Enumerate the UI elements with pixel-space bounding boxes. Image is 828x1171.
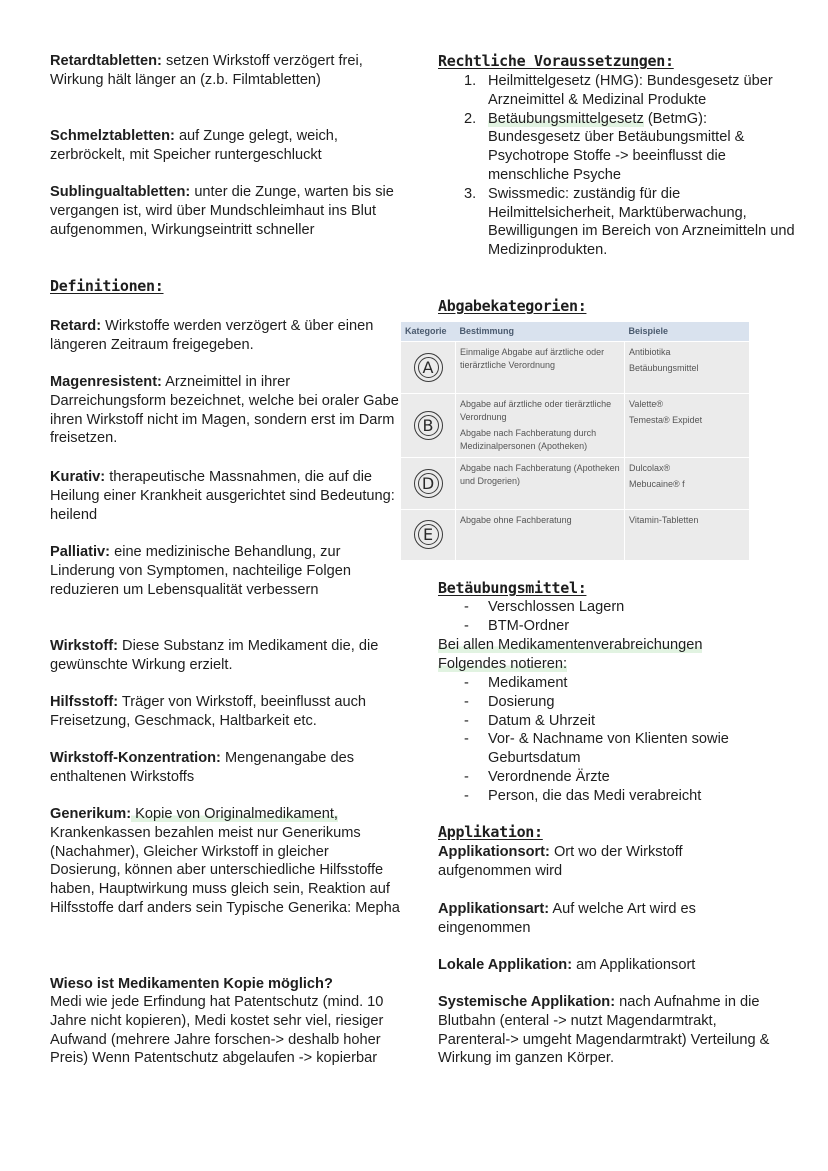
abgabe-table [401, 322, 749, 560]
law-item: 3. Swissmedic: zuständig für die Heilmittelsicherheit, Marktüberwachung, Bewilligungen im Bereich von Arzneimitteln und Medizinprodukten. [464, 185, 795, 259]
def-magenresistent: Magenresistent: Arzneimittel in ihrer Darreichungsform bezeichnet, welche bei oraler Gabe ihren Wirkstoff nicht im Magen, sondern erst im Darm freisetzen. [50, 374, 399, 447]
list-item: - Verschlossen Lagern [438, 598, 798, 617]
heading-definitionen: Definitionen: [50, 277, 164, 295]
table-header-row [401, 322, 749, 342]
bestimmung-cell: Einmalige Abgabe auf ärztliche oder tierärztliche Verordnung [456, 342, 625, 394]
def-applikationsort: Applikationsort: Ort wo der Wirkstoff aufgenommen wird [438, 844, 683, 879]
def-hilfsstoff: Hilfsstoff: Träger von Wirkstoff, beeinflusst auch Freisetzung, Geschmack, Haltbarkeit etc. [50, 694, 367, 729]
def-sublingualtabletten: Sublingualtabletten: unter die Zunge, warten bis sie vergangen ist, wird über Mundschleimhaut ins Blut aufgenommen, Wirkungseintritt schneller [50, 184, 394, 238]
heading-betaeubungsmittel: Betäubungsmittel: [438, 579, 587, 597]
heading-applikation: Applikation: [438, 823, 543, 841]
list-item: - Verordnende Ärzte [438, 768, 798, 787]
def-lokale-applikation: Lokale Applikation: am Applikationsort [438, 957, 696, 973]
beispiele-cell: Antibiotika Betäubungsmittel [625, 342, 750, 394]
table-row [401, 510, 749, 560]
category-cell [401, 342, 456, 394]
notieren-intro: Bei allen Medikamentenverabreichungen Folgendes notieren: [438, 637, 703, 672]
table-row [401, 342, 749, 394]
def-generikum: Generikum: Kopie von Originalmedikament, Krankenkassen bezahlen meist nur Generikums (Nachahmer), Gleicher Wirkstoff in gleicher Dosierung, können aber unterschiedliche Hilfsstoffe haben, Hauptwirkung muss gleich sein, Reaktion auf Hilfsstoffe darf anders sein Typische Generika: Mepha [50, 806, 400, 916]
law-list [438, 72, 798, 260]
category-b-badge-icon: B [414, 411, 443, 440]
beispiele-cell: Valette® Temesta® Expidet [625, 394, 750, 458]
def-kurativ: Kurativ: therapeutische Massnahmen, die auf die Heilung einer Krankheit ausgerichtet sind Bedeutung: heilend [50, 469, 395, 523]
table-row [401, 458, 749, 510]
def-palliativ: Palliativ: eine medizinische Behandlung, zur Linderung von Symptomen, nachteilige Folgen reduzieren um Lebensqualität verbessern [50, 544, 351, 598]
category-cell [401, 458, 456, 510]
def-systemische-applikation: Systemische Applikation: nach Aufnahme in die Blutbahn (enteral -> nutzt Magendarmtrakt, Parenteral-> umgeht Magendarmtrakt) Verteilung & Wirkung im ganzen Körper. [438, 994, 770, 1067]
kopie-question: Wieso ist Medikamenten Kopie möglich? [50, 976, 333, 992]
notieren-list [438, 674, 798, 806]
category-cell [401, 394, 456, 458]
list-item: - Medikament [438, 674, 798, 693]
bestimmung-cell: Abgabe ohne Fachberatung [456, 510, 625, 560]
kopie-answer: Medi wie jede Erfindung hat Patentschutz (mind. 10 Jahre nicht kopieren), Medi kostet sehr viel, riesiger Aufwand (mehrere Jahre forschen-> deshalb hoher Preis) Wenn Patentschutz abgelaufen -> kopierbar [50, 994, 384, 1067]
def-applikationsart: Applikationsart: Auf welche Art wird es eingenommen [438, 901, 696, 936]
col-header-kategorie: Kategorie [401, 322, 456, 342]
heading-rechtliche-voraussetzungen: Rechtliche Voraussetzungen: [438, 52, 674, 70]
heading-abgabekategorien: Abgabekategorien: [438, 297, 587, 315]
law-item: 2. Betäubungsmittelgesetz (BetmG): Bundesgesetz über Betäubungsmittel & Psychotrope Stoffe -> beeinflusst die menschliche Psyche [464, 110, 745, 183]
beispiele-cell: Dulcolax® Mebucaine® f [625, 458, 750, 510]
bestimmung-cell: Abgabe nach Fachberatung (Apotheken und Drogerien) [456, 458, 625, 510]
def-retard: Retard: Wirkstoffe werden verzögert & über einen längeren Zeitraum freigegeben. [50, 318, 374, 353]
col-header-beispiele: Beispiele [625, 322, 750, 342]
list-item: - Vor- & Nachname von Klienten sowie Geburtsdatum [438, 730, 798, 768]
law-item: 1. Heilmittelgesetz (HMG): Bundesgesetz über Arzneimittel & Medizinal Produkte [464, 73, 773, 108]
category-d-badge-icon: D [414, 469, 443, 498]
def-wirkstoff: Wirkstoff: Diese Substanz im Medikament die, die gewünschte Wirkung erzielt. [50, 638, 379, 673]
category-a-badge-icon: A [414, 353, 443, 382]
list-item: - BTM-Ordner [438, 617, 798, 636]
betm-list [438, 598, 798, 636]
def-schmelztabletten: Schmelztabletten: auf Zunge gelegt, weich, zerbröckelt, mit Speicher runtergeschluckt [50, 128, 338, 163]
category-e-badge-icon: E [414, 520, 443, 549]
def-retardtabletten: Retardtabletten: setzen Wirkstoff verzögert frei, Wirkung hält länger an (z.b. Filmtabletten) [50, 53, 363, 88]
list-item: - Datum & Uhrzeit [438, 712, 798, 731]
table-row [401, 394, 749, 458]
beispiele-cell: Vitamin-Tabletten [625, 510, 750, 560]
def-wirkstoff-konzentration: Wirkstoff-Konzentration: Mengenangabe des enthaltenen Wirkstoffs [50, 750, 354, 785]
category-cell [401, 510, 456, 560]
list-item: - Dosierung [438, 693, 798, 712]
list-item: - Person, die das Medi verabreicht [438, 787, 798, 806]
col-header-bestimmung: Bestimmung [456, 322, 625, 342]
bestimmung-cell: Abgabe auf ärztliche oder tierärztliche Verordnung Abgabe nach Fachberatung durch Medizinalpersonen (Apotheken) [456, 394, 625, 458]
